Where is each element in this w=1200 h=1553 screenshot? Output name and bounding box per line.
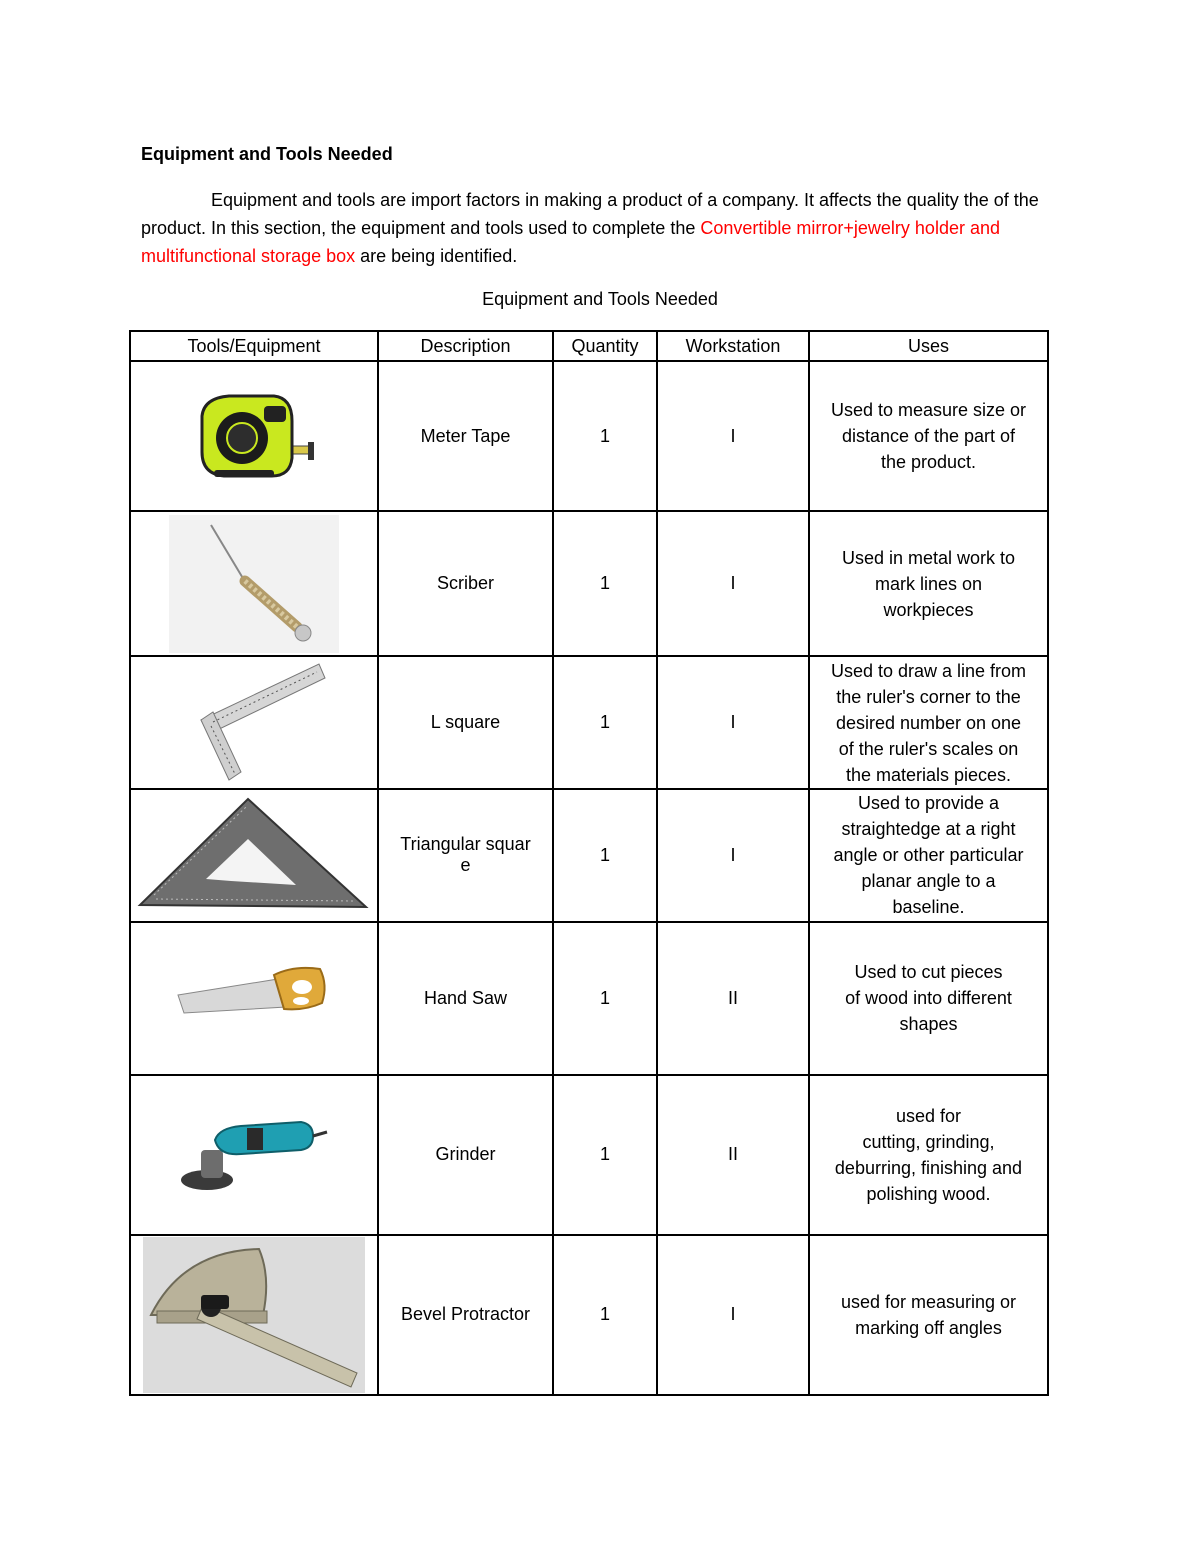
uses-line: the materials pieces. [845, 764, 1012, 785]
l-square-icon [179, 660, 329, 785]
product-name-highlight: Convertible mirror+jewelry holder and multifunctional storage box [141, 218, 1000, 266]
table-row [130, 789, 1048, 921]
uses-line: the ruler's corner to the [836, 686, 1021, 707]
intro-paragraph [141, 186, 1051, 270]
section-heading: Equipment and Tools Needed [141, 144, 393, 164]
scriber-icon [169, 515, 339, 653]
uses-cell [809, 361, 1048, 511]
description-cell: Hand Saw [378, 922, 553, 1075]
table-row [130, 656, 1048, 789]
quantity-cell: 1 [553, 1075, 657, 1235]
uses-cell [809, 511, 1048, 656]
tool-image-cell [130, 922, 378, 1075]
hand-saw-icon [174, 963, 334, 1033]
uses-line: baseline. [892, 897, 965, 918]
tool-image-cell [130, 1235, 378, 1395]
uses-line: straightedge at a right [841, 819, 1016, 840]
description-cell: Meter Tape [378, 361, 553, 511]
uses-line: used for [895, 1105, 962, 1126]
uses-line: deburring, finishing and [834, 1157, 1023, 1178]
quantity-cell: 1 [553, 789, 657, 921]
description-line: e [460, 855, 471, 876]
workstation-cell: I [657, 656, 809, 789]
uses-line: mark lines on [874, 573, 983, 594]
quantity-cell: 1 [553, 656, 657, 789]
tool-image-cell [130, 789, 378, 921]
uses-line: desired number on one [835, 712, 1022, 733]
quantity-cell: 1 [553, 511, 657, 656]
bevel-protractor-icon [143, 1237, 365, 1393]
header-quantity: Quantity [553, 331, 657, 361]
tool-image-cell [130, 361, 378, 511]
quantity-cell: 1 [553, 922, 657, 1075]
header-uses: Uses [809, 331, 1048, 361]
description-line: Triangular squar [400, 834, 531, 855]
uses-line: angle or other particular [833, 845, 1024, 866]
tools-table [129, 330, 1049, 1396]
tape-measure-icon [184, 386, 324, 486]
uses-cell [809, 789, 1048, 921]
table-header-row [130, 331, 1048, 361]
description-cell: L square [378, 656, 553, 789]
quantity-cell: 1 [553, 1235, 657, 1395]
tool-image-cell [130, 1075, 378, 1235]
triangular-square-icon [136, 795, 372, 915]
uses-line: planar angle to a [861, 871, 996, 892]
grinder-icon [179, 1110, 329, 1200]
paragraph-text-after: are being identified. [355, 246, 518, 266]
workstation-cell: I [657, 511, 809, 656]
paragraph-text-before: Equipment and tools are import factors in making a product of a company. It affects the quality the of the product. In this section, the equipment and tools used to complete the [141, 190, 1039, 238]
uses-cell [809, 656, 1048, 789]
workstation-cell: I [657, 1235, 809, 1395]
uses-cell [809, 1075, 1048, 1235]
header-description: Description [378, 331, 553, 361]
table-row [130, 1075, 1048, 1235]
uses-line: polishing wood. [866, 1183, 991, 1204]
uses-line: shapes [899, 1014, 958, 1035]
table-row [130, 511, 1048, 656]
uses-cell [809, 1235, 1048, 1395]
uses-line: Used to cut pieces [854, 962, 1003, 983]
uses-line: marking off angles [855, 1317, 1002, 1338]
workstation-cell: I [657, 789, 809, 921]
header-workstation: Workstation [657, 331, 809, 361]
description-cell [378, 789, 553, 921]
workstation-cell: II [657, 922, 809, 1075]
description-cell: Scriber [378, 511, 553, 656]
uses-line: cutting, grinding, [862, 1131, 995, 1152]
uses-line: used for measuring or [840, 1291, 1017, 1312]
uses-line: of the ruler's scales on [838, 738, 1019, 759]
workstation-cell: I [657, 361, 809, 511]
header-tools: Tools/Equipment [130, 331, 378, 361]
uses-line: Used to provide a [857, 793, 1000, 814]
description-cell: Grinder [378, 1075, 553, 1235]
uses-line: the product. [880, 452, 977, 473]
uses-line: of wood into different [845, 988, 1012, 1009]
quantity-cell: 1 [553, 361, 657, 511]
table-caption: Equipment and Tools Needed [482, 289, 718, 309]
uses-line: Used to draw a line from [830, 660, 1027, 681]
table-row [130, 361, 1048, 511]
description-cell: Bevel Protractor [378, 1235, 553, 1395]
table-row [130, 922, 1048, 1075]
tool-image-cell [130, 511, 378, 656]
uses-line: Used in metal work to [841, 547, 1016, 568]
workstation-cell: II [657, 1075, 809, 1235]
uses-line: distance of the part of [841, 426, 1016, 447]
uses-cell [809, 922, 1048, 1075]
tool-image-cell [130, 656, 378, 789]
uses-line: workpieces [883, 599, 974, 620]
uses-line: Used to measure size or [830, 400, 1027, 421]
table-row [130, 1235, 1048, 1395]
